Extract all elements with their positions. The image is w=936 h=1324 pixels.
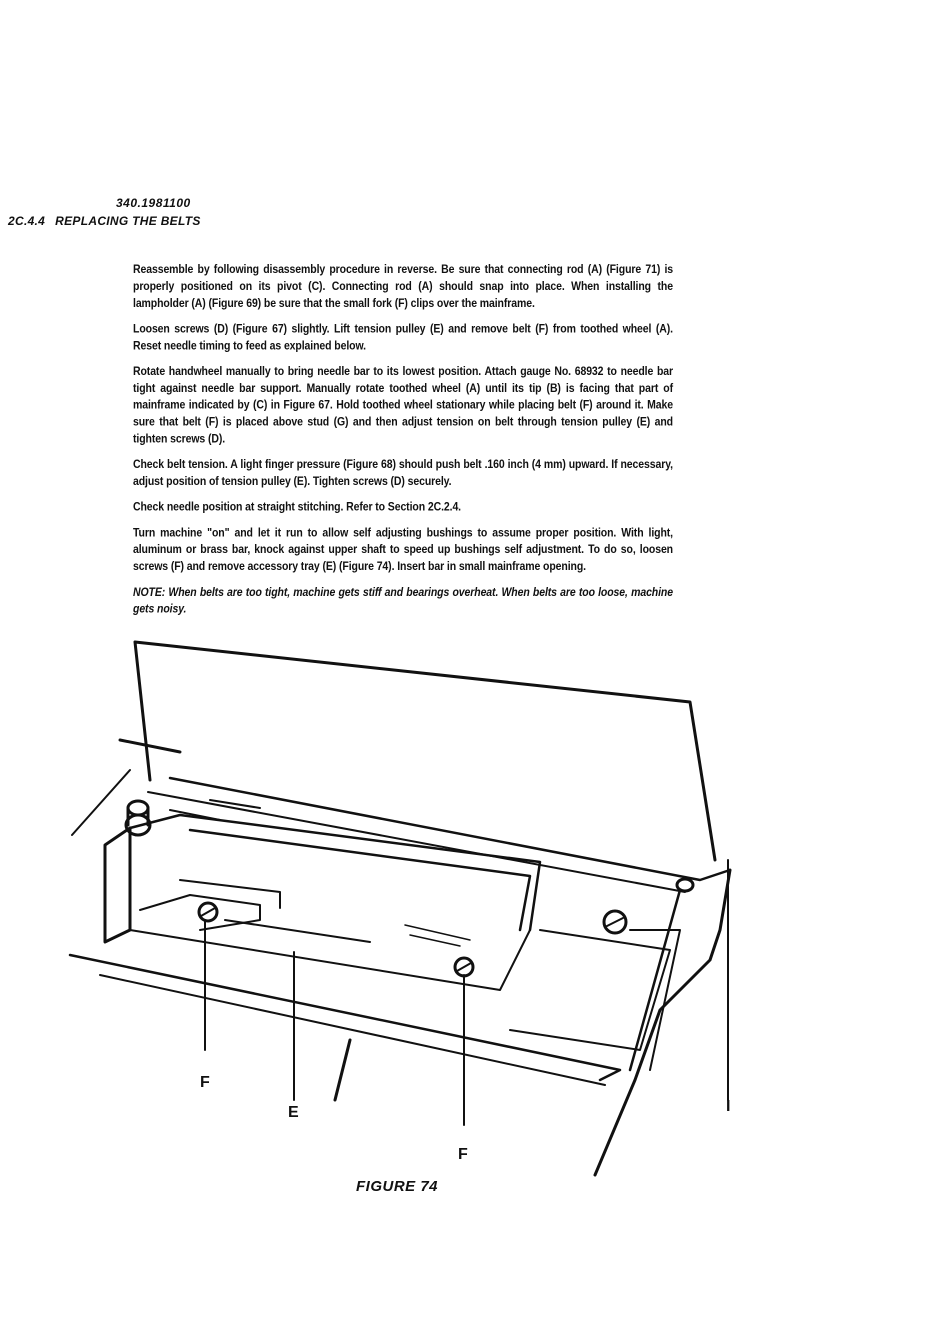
doc-number: 340.1981100 bbox=[116, 196, 191, 210]
machine-drawing bbox=[60, 630, 750, 1180]
label-f-left: F bbox=[200, 1074, 210, 1091]
label-i: I bbox=[726, 1098, 731, 1115]
section-number: 2C.4.4 bbox=[8, 214, 46, 228]
instruction-text bbox=[133, 262, 673, 627]
paragraph-turn-machine-on: Turn machine "on" and let it run to allow self adjusting bushings to assume proper position. With light, aluminum or brass bar, knock against upper shaft to speed up bushings self adjustment. To do so, loosen screws (F) and remove accessory tray (E) (Figure 74). Insert bar in small mainframe opening. bbox=[133, 526, 673, 574]
section-heading bbox=[8, 214, 201, 228]
label-f-right: F bbox=[458, 1146, 468, 1163]
accessory-tray bbox=[105, 828, 130, 942]
section-title: REPLACING THE BELTS bbox=[55, 214, 201, 228]
paragraph-check-needle: Check needle position at straight stitching. Refer to Section 2C.2.4. bbox=[133, 500, 461, 514]
figure-74-illustration bbox=[60, 630, 750, 1180]
label-e: E bbox=[288, 1104, 299, 1121]
note-text: NOTE: When belts are too tight, machine gets stiff and bearings overheat. When belts are too loose, machine gets noisy. bbox=[133, 585, 673, 616]
paragraph-check-tension: Check belt tension. A light finger pressure (Figure 68) should push belt .160 inch (4 mm) upward. If necessary, adjust position of tension pulley (E). Tighten screws (D) securely. bbox=[133, 458, 673, 489]
paragraph-loosen-screws: Loosen screws (D) (Figure 67) slightly. Lift tension pulley (E) and remove belt (F) from toothed wheel (A). Reset needle timing to feed as explained below. bbox=[133, 322, 673, 353]
paragraph-reassemble: Reassemble by following disassembly procedure in reverse. Be sure that connecting rod (A) (Figure 71) is properly positioned on its pivot (C). Connecting rod (A) should snap into place. When installing the lampholder (A) (Figure 69) be sure that the small fork (F) clips over the mainframe. bbox=[133, 263, 673, 311]
figure-caption: FIGURE 74 bbox=[356, 1178, 439, 1195]
paragraph-rotate-handwheel: Rotate handwheel manually to bring needle bar to its lowest position. Attach gauge No. 68932 to needle bar tight against needle bar support. Manually rotate toothed wheel (A) until its tip (B) is facing that part of mainframe indicated by (C) in Figure 67. Hold toothed wheel stationary while placing belt (F) around it. Make sure that belt (F) is placed above stud (G) and then adjust tension on belt through tension pulley (E) and tighten screws (D). bbox=[133, 365, 673, 446]
